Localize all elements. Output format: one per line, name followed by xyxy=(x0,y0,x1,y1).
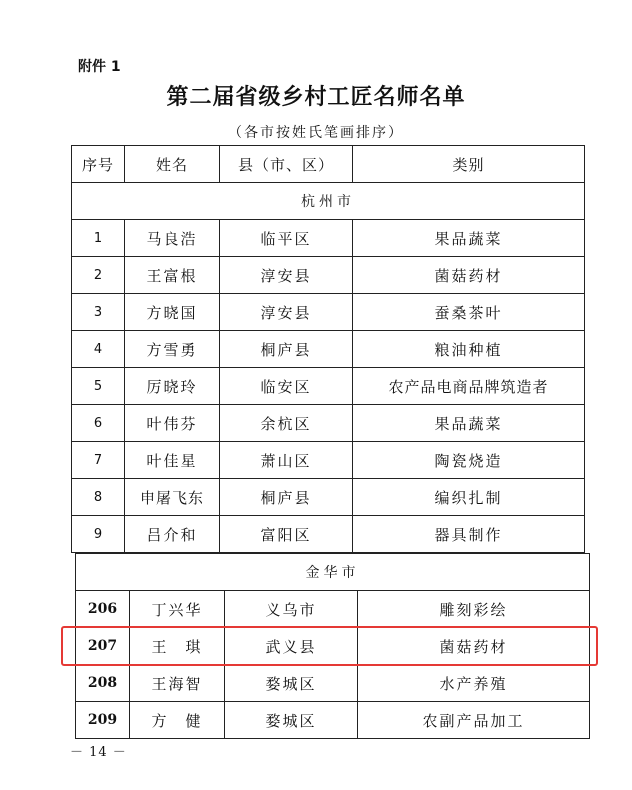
cell-category: 器具制作 xyxy=(353,516,585,553)
table-row xyxy=(72,405,585,442)
header-row xyxy=(72,146,585,183)
cell-name: 王富根 xyxy=(125,257,220,294)
cell-no: 2 xyxy=(72,257,125,294)
cell-name: 厉晓玲 xyxy=(125,368,220,405)
roster-table-jinhua xyxy=(75,553,590,739)
cell-name: 方晓国 xyxy=(125,294,220,331)
cell-name: 方雪勇 xyxy=(125,331,220,368)
cell-name: 叶伟芬 xyxy=(125,405,220,442)
header-name: 姓名 xyxy=(125,146,220,183)
cell-name: 方 健 xyxy=(130,702,225,739)
cell-category: 菌菇药材 xyxy=(358,628,590,665)
table-row xyxy=(72,220,585,257)
cell-county: 萧山区 xyxy=(220,442,353,479)
table-row xyxy=(76,702,590,739)
section-city: 金华市 xyxy=(76,554,590,591)
cell-category: 果品蔬菜 xyxy=(353,220,585,257)
cell-no: 3 xyxy=(72,294,125,331)
cell-county: 武义县 xyxy=(225,628,358,665)
cell-name: 申屠飞东 xyxy=(125,479,220,516)
cell-no: 5 xyxy=(72,368,125,405)
table-row xyxy=(76,665,590,702)
table-row xyxy=(72,257,585,294)
cell-name: 丁兴华 xyxy=(130,591,225,628)
cell-category: 雕刻彩绘 xyxy=(358,591,590,628)
cell-county: 婺城区 xyxy=(225,702,358,739)
roster-table-hangzhou xyxy=(71,145,585,553)
cell-county: 余杭区 xyxy=(220,405,353,442)
document-subtitle: （各市按姓氏笔画排序） xyxy=(228,125,404,141)
cell-no: 207 xyxy=(76,628,130,665)
cell-category: 菌菇药材 xyxy=(353,257,585,294)
cell-no: 6 xyxy=(72,405,125,442)
cell-name: 马良浩 xyxy=(125,220,220,257)
table-row xyxy=(72,442,585,479)
cell-no: 7 xyxy=(72,442,125,479)
cell-category: 陶瓷烧造 xyxy=(353,442,585,479)
table-row xyxy=(72,368,585,405)
cell-no: 4 xyxy=(72,331,125,368)
table-row xyxy=(72,479,585,516)
cell-name: 叶佳星 xyxy=(125,442,220,479)
cell-county: 淳安县 xyxy=(220,294,353,331)
cell-no: 209 xyxy=(76,702,130,739)
table-row-highlighted xyxy=(76,628,590,665)
cell-category: 果品蔬菜 xyxy=(353,405,585,442)
section-row xyxy=(72,183,585,220)
cell-category: 水产养殖 xyxy=(358,665,590,702)
cell-name: 王 琪 xyxy=(130,628,225,665)
header-category: 类别 xyxy=(353,146,585,183)
cell-category: 编织扎制 xyxy=(353,479,585,516)
table-row xyxy=(72,331,585,368)
cell-county: 桐庐县 xyxy=(220,331,353,368)
cell-county: 临平区 xyxy=(220,220,353,257)
attachment-label: 附件 1 xyxy=(78,59,121,75)
table-row xyxy=(76,591,590,628)
cell-county: 富阳区 xyxy=(220,516,353,553)
section-row xyxy=(76,554,590,591)
cell-name: 吕介和 xyxy=(125,516,220,553)
cell-no: 208 xyxy=(76,665,130,702)
cell-county: 临安区 xyxy=(220,368,353,405)
cell-no: 1 xyxy=(72,220,125,257)
cell-category: 蚕桑茶叶 xyxy=(353,294,585,331)
cell-no: 9 xyxy=(72,516,125,553)
cell-county: 桐庐县 xyxy=(220,479,353,516)
cell-no: 206 xyxy=(76,591,130,628)
document-title: 第二届省级乡村工匠名师名单 xyxy=(166,84,466,110)
cell-no: 8 xyxy=(72,479,125,516)
cell-category: 农副产品加工 xyxy=(358,702,590,739)
table-row xyxy=(72,516,585,553)
section-city: 杭州市 xyxy=(72,183,585,220)
cell-category: 粮油种植 xyxy=(353,331,585,368)
cell-category: 农产品电商品牌筑造者 xyxy=(353,368,585,405)
table-row xyxy=(72,294,585,331)
cell-county: 婺城区 xyxy=(225,665,358,702)
header-no: 序号 xyxy=(72,146,125,183)
cell-county: 淳安县 xyxy=(220,257,353,294)
cell-county: 义乌市 xyxy=(225,591,358,628)
cell-name: 王海智 xyxy=(130,665,225,702)
header-county: 县（市、区） xyxy=(220,146,353,183)
page-number: － 14 － xyxy=(70,745,127,760)
